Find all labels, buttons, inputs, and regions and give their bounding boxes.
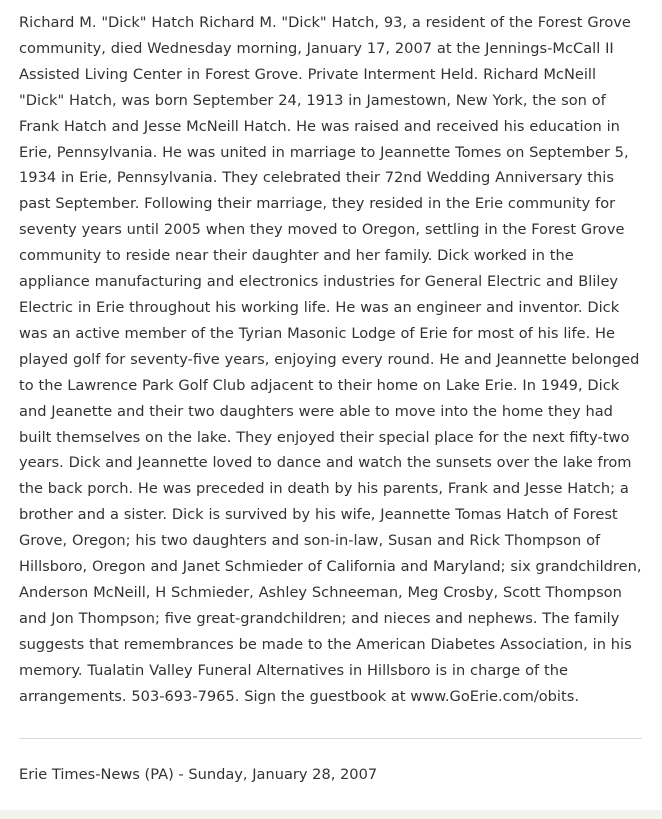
publication-source: Erie Times-News (PA) - Sunday, January 28, 2007 xyxy=(19,766,378,783)
section-divider xyxy=(19,738,642,739)
footer-band xyxy=(0,810,662,819)
obituary-article xyxy=(19,10,645,709)
obituary-text: Richard M. "Dick" Hatch Richard M. "Dick" Hatch, 93, a resident of the Forest Grove community, died Wednesday morning, January 17, 2007 at the Jennings-McCall II Assisted Living Center in Forest Grove. Private Interment Held. Richard McNeill "Dick" Hatch, was born September 24, 1913 in Jamestown, New York, the son of Frank Hatch and Jesse McNeill Hatch. He was raised and received his education in Erie, Pennsylvania. He was united in marriage to Jeannette Tomes on September 5, 1934 in Erie, Pennsylvania. They celebrated their 72nd Wedding Anniversary this past September. Following their marriage, they resided in the Erie community for seventy years until 2005 when they moved to Oregon, settling in the Forest Grove community to reside near their daughter and her family. Dick worked in the appliance manufacturing and electronics industries for General Electric and Bliley Electric in Erie throughout his working life. He was an engineer and inventor. Dick was an active member of the Tyrian Masonic Lodge of Erie for most of his life. He played golf for seventy-five years, enjoying every round. He and Jeannette belonged to the Lawrence Park Golf Club adjacent to their home on Lake Erie. In 1949, Dick and Jeanette and their two daughters were able to move into the home they had built themselves on the lake. They enjoyed their special place for the next fifty-two years. Dick and Jeannette loved to dance and watch the sunsets over the lake from the back porch. He was preceded in death by his parents, Frank and Jesse Hatch; a brother and a sister. Dick is survived by his wife, Jeannette Tomas Hatch of Forest Grove, Oregon; his two daughters and son-in-law, Susan and Rick Thompson of Hillsboro, Oregon and Janet Schmieder of California and Maryland; six grandchildren, Anderson McNeill, H Schmieder, Ashley Schneeman, Meg Crosby, Scott Thompson and Jon Thompson; five great-grandchildren; and nieces and nephews. The family suggests that remembrances be made to the American Diabetes Association, in his memory. Tualatin Valley Funeral Alternatives in Hillsboro is in charge of the arrangements. 503-693-7965. Sign the guestbook at www.GoErie.com/obits. xyxy=(19,14,642,705)
